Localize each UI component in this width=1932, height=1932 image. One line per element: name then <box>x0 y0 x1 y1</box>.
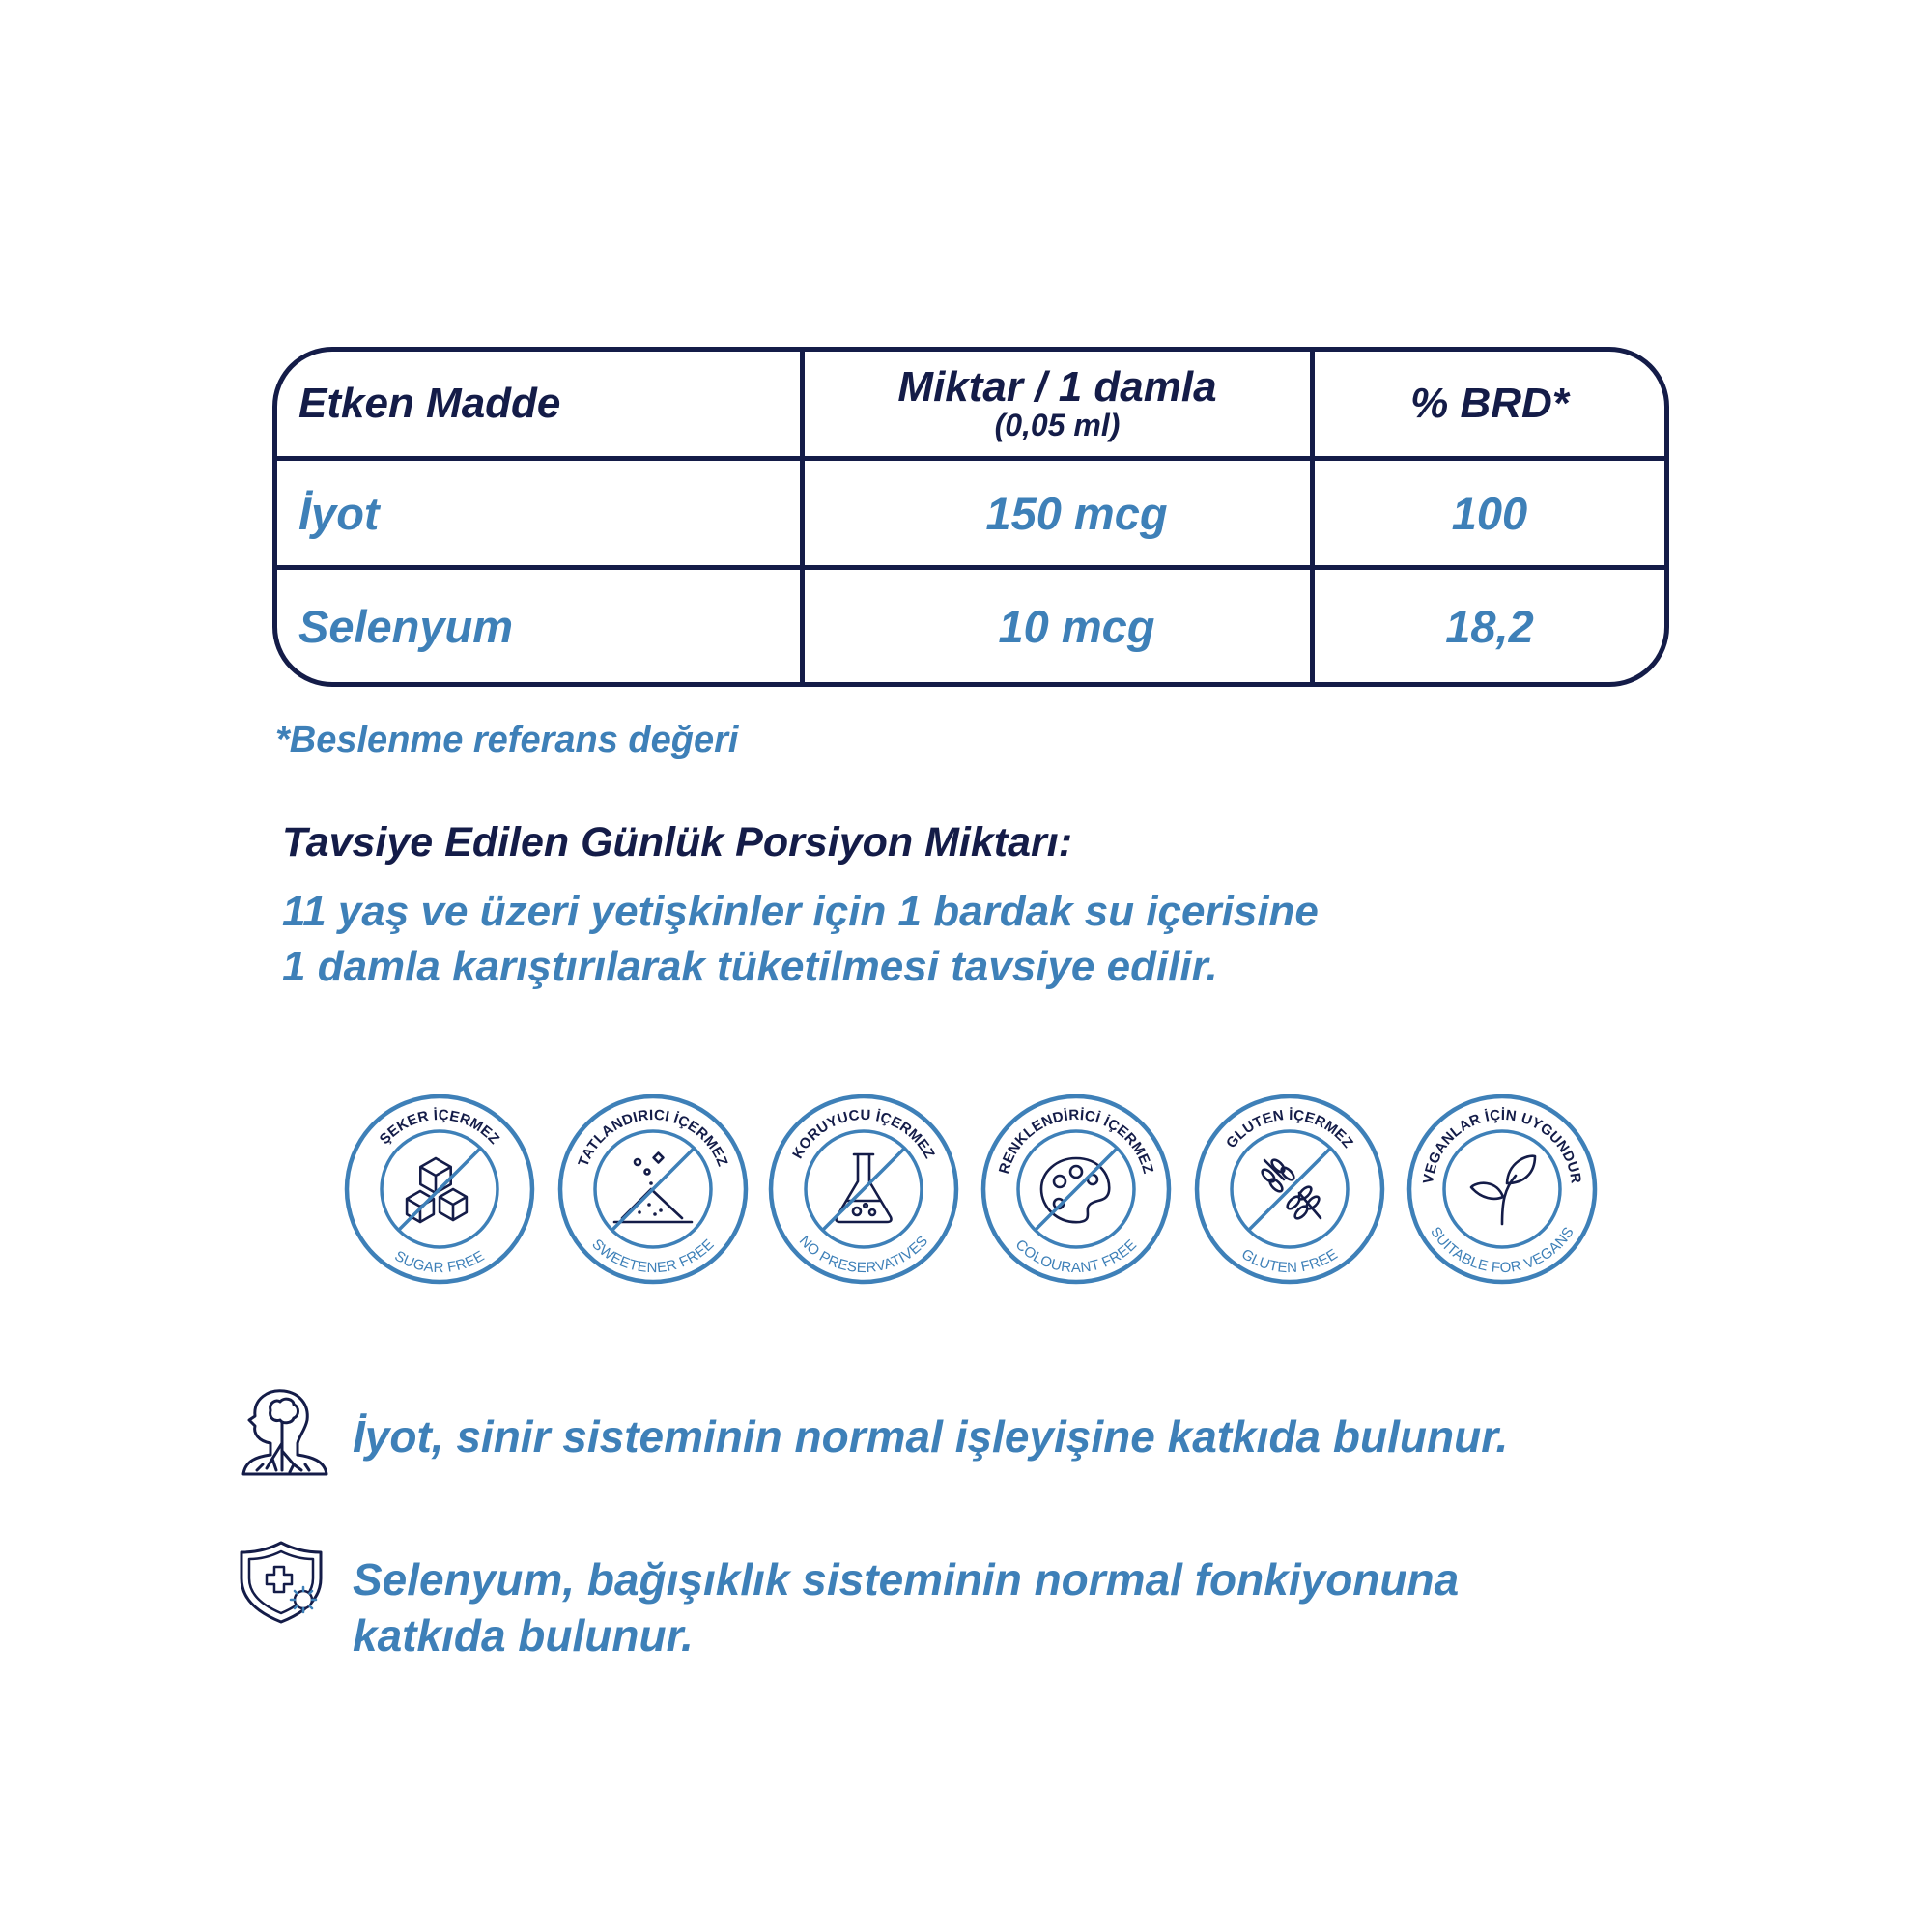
badge-bottom-label: GLUTEN FREE <box>1238 1245 1341 1277</box>
badge-colourant-free <box>983 1096 1169 1282</box>
brd-footnote: *Beslenme referans değeri <box>275 720 739 760</box>
badge-top-label: GLUTEN İÇERMEZ <box>1223 1106 1357 1151</box>
iodine-claim <box>353 1408 1508 1464</box>
table-row-1-name-cell <box>277 461 805 570</box>
header-amount-unit: (0,05 ml) <box>994 408 1121 443</box>
badge-sugar-free <box>347 1096 532 1282</box>
header-ingredient-cell <box>277 352 805 461</box>
badge-row <box>0 1063 1932 1316</box>
header-amount: Miktar / 1 damla <box>897 363 1217 412</box>
table-row-2-brd: 18,2 <box>1445 600 1534 652</box>
header-amount-cell <box>805 352 1315 461</box>
selenium-claim-line-1: Selenyum, bağışıklık sisteminin normal fonkiyonuna <box>353 1554 1460 1605</box>
badge-outer-ring <box>1409 1096 1595 1282</box>
badge-bottom-label: SUGAR FREE <box>391 1247 488 1277</box>
badge-top-label: VEGANLAR İÇİN UYGUNDUR <box>1420 1106 1584 1185</box>
dosage-line-1: 11 yaş ve üzeri yetişkinler için 1 bardak su içerisine <box>282 888 1319 935</box>
badge-no-preservatives <box>771 1096 956 1282</box>
iodine-claim-line-1: İyot, sinir sisteminin normal işleyişine katkıda bulunur. <box>353 1411 1509 1462</box>
badge-bottom-label: SUITABLE FOR VEGANS <box>1427 1224 1577 1277</box>
badge-top-label: RENKLENDİRİCİ İÇERMEZ <box>995 1106 1157 1176</box>
selenium-claim-line-2: katkıda bulunur. <box>353 1610 694 1661</box>
badge-top-label: ŞEKER İÇERMEZ <box>376 1106 503 1148</box>
immune-shield-icon <box>238 1540 327 1625</box>
header-brd-cell <box>1315 352 1664 461</box>
table-row-1-name: İyot <box>298 487 380 539</box>
nutrition-table <box>272 347 1669 687</box>
badge-bottom-label: COLOURANT FREE <box>1011 1236 1141 1277</box>
badge-bottom-label: NO PRESERVATIVES <box>795 1233 932 1277</box>
badge-top-label: TATLANDIRICI İÇERMEZ <box>575 1106 731 1170</box>
badge-suitable-for-vegans <box>1409 1096 1595 1282</box>
table-row-2-amount-cell <box>805 570 1315 682</box>
dosage-title: Tavsiye Edilen Günlük Porsiyon Miktarı: <box>282 819 1073 866</box>
selenium-claim <box>353 1551 1459 1663</box>
dosage-line-2: 1 damla karıştırılarak tüketilmesi tavsiye edilir. <box>282 943 1218 990</box>
header-brd: % BRD* <box>1410 380 1569 427</box>
badge-gluten-free <box>1197 1096 1382 1282</box>
table-row-2-amount: 10 mcg <box>998 600 1155 652</box>
table-row-2-brd-cell <box>1315 570 1664 682</box>
table-row-2-name: Selenyum <box>298 600 514 652</box>
table-row-1-amount: 150 mcg <box>985 487 1168 539</box>
badge-bottom-label: SWEETENER FREE <box>588 1236 718 1277</box>
header-ingredient: Etken Madde <box>298 380 561 427</box>
nervous-system-icon <box>242 1387 330 1476</box>
badge-top-label: KORUYUCU İÇERMEZ <box>789 1106 938 1162</box>
badge-sweetener-free <box>560 1096 746 1282</box>
table-row-1-brd: 100 <box>1451 487 1528 539</box>
dosage-text <box>282 884 1319 994</box>
table-row-1-brd-cell <box>1315 461 1664 570</box>
table-row-2-name-cell <box>277 570 805 682</box>
table-row-1-amount-cell <box>805 461 1315 570</box>
